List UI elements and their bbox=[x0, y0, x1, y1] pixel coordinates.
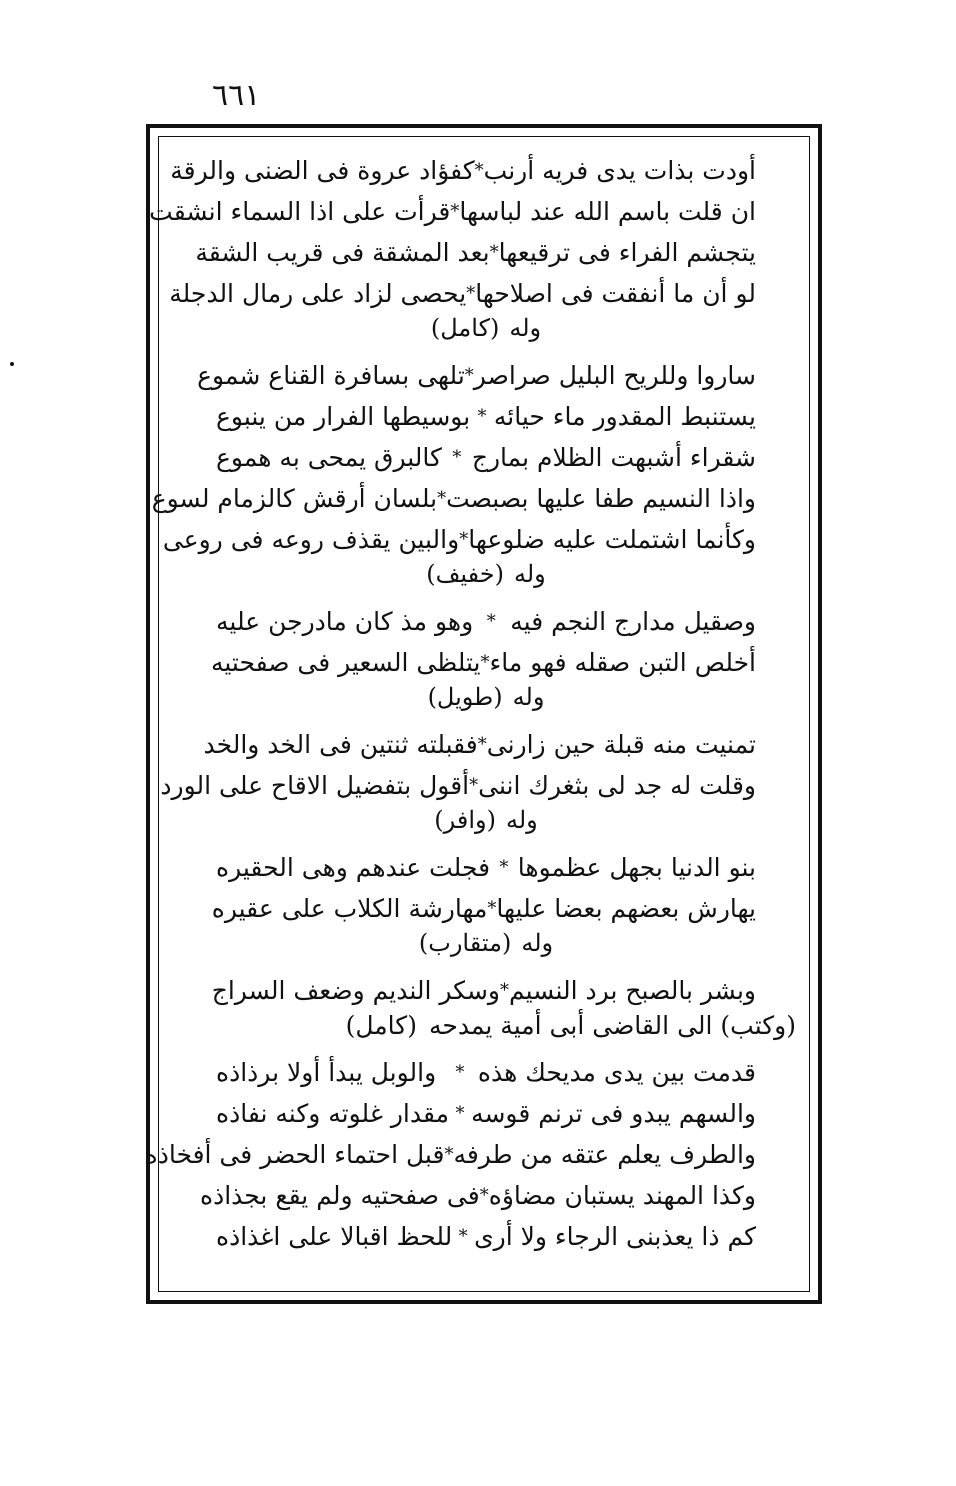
verse-line bbox=[216, 437, 756, 478]
hemistich-separator: * bbox=[464, 365, 474, 386]
heading-intro: وله bbox=[512, 683, 545, 711]
second-hemistich: بعد المشقة فى قريب الشقة bbox=[195, 238, 490, 267]
meter-name: (خفيف) bbox=[426, 560, 504, 588]
hemistich-separator: * bbox=[487, 898, 497, 919]
first-hemistich: وكذا المهند يستبان مضاؤه bbox=[488, 1181, 756, 1210]
second-hemistich: والوبل يبدأ أولا برذاذه bbox=[216, 1058, 437, 1087]
second-hemistich: قبل احتماء الحضر فى أفخاذه bbox=[144, 1140, 445, 1169]
second-hemistich: مقدار غلوته وكنه نفاذه bbox=[216, 1099, 450, 1128]
meter-name: (متقارب) bbox=[418, 929, 512, 957]
first-hemistich: قدمت بين يدى مديحك هذه bbox=[477, 1058, 756, 1087]
heading-intro: وله bbox=[521, 929, 554, 957]
second-hemistich: يحصى لزاد على رمال الدجلة bbox=[169, 279, 467, 308]
heading-intro: وله bbox=[514, 560, 546, 588]
hemistich-separator: * bbox=[477, 734, 487, 755]
first-hemistich: والسهم يبدو فى ترنم قوسه bbox=[471, 1099, 756, 1128]
verse-line bbox=[216, 847, 756, 888]
hemistich-separator: * bbox=[499, 857, 509, 878]
verse-line bbox=[144, 1134, 756, 1175]
hemistich-separator: * bbox=[437, 488, 447, 509]
first-hemistich: وكأنما اشتملت عليه ضلوعها bbox=[468, 525, 756, 554]
meter-heading bbox=[216, 314, 756, 355]
first-hemistich: يهارش بعضهم بعضا عليها bbox=[496, 894, 756, 923]
stray-ink-dot bbox=[10, 362, 14, 366]
first-hemistich: أودت بذات يدى فريه أرنب bbox=[483, 156, 756, 185]
second-hemistich: للحظ اقبالا على اغذاذه bbox=[216, 1222, 453, 1251]
meter-name: (وافر) bbox=[434, 806, 496, 834]
first-hemistich: وصقيل مدارج النجم فيه bbox=[510, 607, 756, 636]
verse-line bbox=[151, 478, 756, 519]
dedication-heading bbox=[216, 1011, 796, 1052]
hemistich-separator: * bbox=[458, 1226, 468, 1247]
first-hemistich: تمنيت منه قبلة حين زارنى bbox=[486, 730, 756, 759]
hemistich-separator: * bbox=[479, 1185, 489, 1206]
second-hemistich: كالبرق يمحى به هموع bbox=[216, 443, 442, 472]
second-hemistich: فجلت عندهم وهى الحقيره bbox=[216, 853, 491, 882]
hemistich-separator: * bbox=[452, 447, 462, 468]
verse-line bbox=[160, 765, 756, 806]
second-hemistich: والبين يقذف روعه فى روعى bbox=[162, 525, 460, 554]
meter-heading bbox=[216, 683, 756, 724]
verse-line bbox=[197, 355, 756, 396]
first-hemistich: ان قلت باسم الله عند لباسها bbox=[459, 197, 756, 226]
first-hemistich: لو أن ما أنفقت فى اصلاحها bbox=[475, 279, 756, 308]
verse-line bbox=[216, 396, 756, 437]
hemistich-separator: * bbox=[466, 283, 476, 304]
verse-line bbox=[149, 191, 756, 232]
first-hemistich: واذا النسيم طفا عليها بصبصت bbox=[446, 484, 756, 513]
second-hemistich: مهارشة الكلاب على عقيره bbox=[211, 894, 488, 923]
second-hemistich: وهو مذ كان مادرجن عليه bbox=[216, 607, 474, 636]
meter-name: (كامل) bbox=[345, 1011, 417, 1040]
second-hemistich: وسكر النديم وضعف السراج bbox=[211, 976, 500, 1005]
verse-line bbox=[211, 970, 756, 1011]
poem-body bbox=[144, 150, 796, 1257]
verse-line bbox=[162, 519, 756, 560]
hemistich-separator: * bbox=[455, 1062, 465, 1083]
verse-line bbox=[195, 232, 756, 273]
verse-line bbox=[170, 150, 756, 191]
hemistich-separator: * bbox=[489, 242, 499, 263]
meter-heading bbox=[216, 560, 756, 601]
second-hemistich: قرأت على اذا السماء انشقت bbox=[149, 197, 451, 226]
hemistich-separator: * bbox=[477, 406, 487, 427]
verse-line bbox=[216, 1052, 756, 1093]
meter-name: (كامل) bbox=[430, 314, 500, 342]
first-hemistich: بنو الدنيا بجهل عظموها bbox=[517, 853, 756, 882]
first-hemistich: وقلت له جد لى بثغرك اننى bbox=[478, 771, 756, 800]
verse-line bbox=[203, 724, 756, 765]
hemistich-separator: * bbox=[486, 611, 496, 632]
verse-line bbox=[211, 888, 756, 929]
hemistich-separator: * bbox=[474, 160, 484, 181]
heading-intro: وله bbox=[505, 806, 538, 834]
meter-heading bbox=[216, 806, 756, 847]
verse-line bbox=[216, 601, 756, 642]
verse-line bbox=[216, 1216, 756, 1257]
second-hemistich: فى صفحتيه ولم يقع بجذاذه bbox=[200, 1181, 480, 1210]
verse-line bbox=[216, 1093, 756, 1134]
heading-intro: (وكتب) الى القاضى أبى أمية يمدحه bbox=[428, 1011, 796, 1040]
first-hemistich: كم ذا يعذبنى الرجاء ولا أرى bbox=[474, 1222, 756, 1251]
first-hemistich: يتجشم الفراء فى ترقيعها bbox=[498, 238, 756, 267]
second-hemistich: بوسيطها الفرار من ينبوع bbox=[216, 402, 471, 431]
meter-name: (طويل) bbox=[427, 683, 503, 711]
verse-line bbox=[169, 273, 756, 314]
hemistich-separator: * bbox=[500, 980, 509, 1001]
first-hemistich: والطرف يعلم عتقه من طرفه bbox=[453, 1140, 756, 1169]
first-hemistich: وبشر بالصبح برد النسيم bbox=[509, 976, 756, 1005]
second-hemistich: أقول بتفضيل الاقاح على الورد bbox=[160, 771, 470, 800]
hemistich-separator: * bbox=[444, 1144, 454, 1165]
heading-intro: وله bbox=[509, 314, 542, 342]
hemistich-separator: * bbox=[455, 1103, 465, 1124]
meter-heading bbox=[216, 929, 756, 970]
second-hemistich: كفؤاد عروة فى الضنى والرقة bbox=[170, 156, 475, 185]
second-hemistich: تلهى بسافرة القناع شموع bbox=[197, 361, 465, 390]
first-hemistich: يستنبط المقدور ماء حيائه bbox=[493, 402, 756, 431]
hemistich-separator: * bbox=[450, 201, 460, 222]
second-hemistich: فقبلته ثنتين فى الخد والخد bbox=[203, 730, 478, 759]
page-number: ٦٦١ bbox=[212, 78, 261, 113]
hemistich-separator: * bbox=[469, 775, 479, 796]
first-hemistich: شقراء أشبهت الظلام بمارج bbox=[471, 443, 756, 472]
verse-line bbox=[210, 642, 756, 683]
first-hemistich: ساروا وللريح البليل صراصر bbox=[473, 361, 756, 390]
hemistich-separator: * bbox=[480, 652, 490, 673]
second-hemistich: بلسان أرقش كالزمام لسوع bbox=[151, 484, 438, 513]
hemistich-separator: * bbox=[459, 529, 469, 550]
second-hemistich: يتلظى السعير فى صفحتيه bbox=[210, 648, 481, 677]
verse-line bbox=[200, 1175, 756, 1216]
first-hemistich: أخلص التبن صقله فهو ماء bbox=[489, 648, 756, 677]
